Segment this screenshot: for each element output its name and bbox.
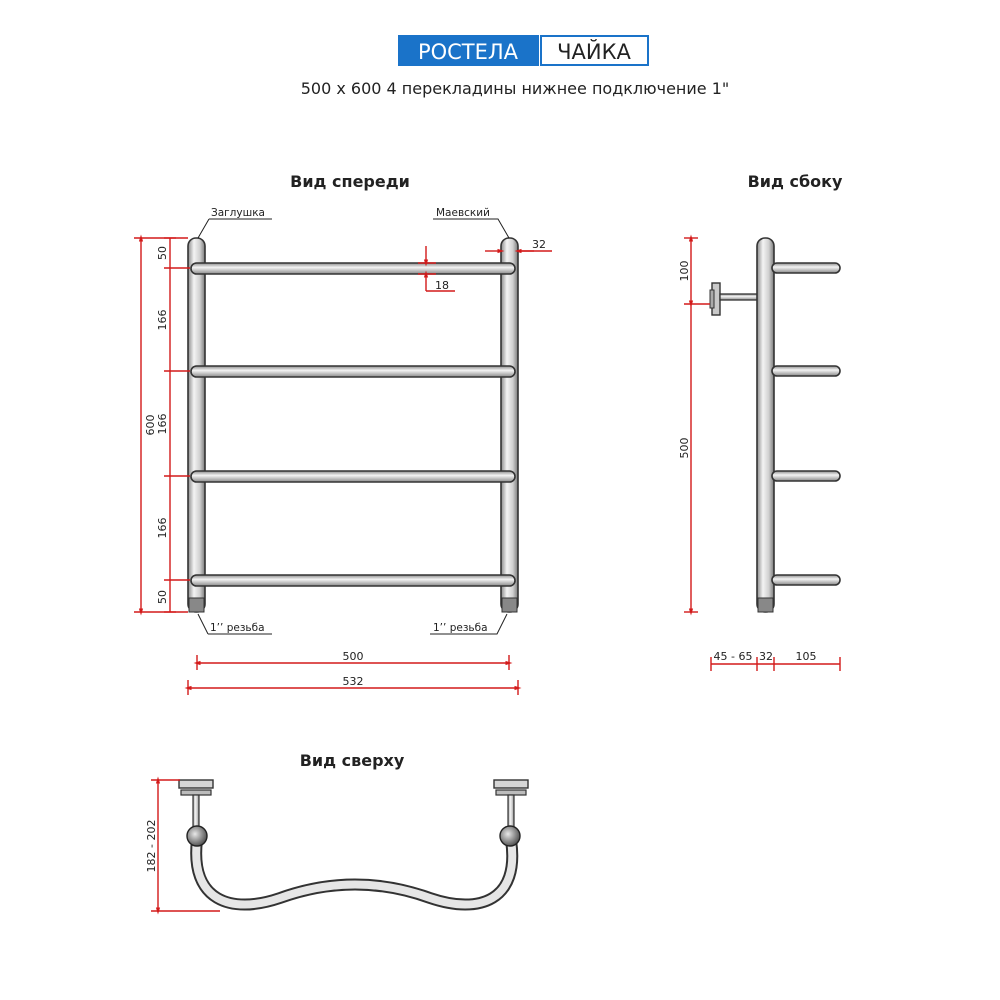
label-plug: Заглушка xyxy=(211,207,265,219)
top-pipe-left xyxy=(187,826,207,846)
dim-overall: 532 xyxy=(342,675,364,688)
dim-gap-1: 166 xyxy=(156,309,169,331)
dim-total-height: 600 xyxy=(144,414,157,436)
rung-2 xyxy=(191,366,515,377)
front-view xyxy=(134,172,552,695)
top-dim-depth: 182 - 202 xyxy=(145,819,158,873)
bracket-rod xyxy=(720,294,758,300)
top-view xyxy=(145,751,528,911)
label-thread-right: 1’’ резьба xyxy=(433,622,488,634)
label-valve: Маевский xyxy=(436,207,490,219)
left-pipe xyxy=(188,238,205,612)
rung-4 xyxy=(191,575,515,586)
top-rung xyxy=(196,840,512,905)
side-view-title: Вид сбоку xyxy=(747,172,843,191)
dim-gap-3: 166 xyxy=(156,517,169,539)
left-thread xyxy=(189,598,204,612)
dim-pipe: 32 xyxy=(532,238,546,251)
right-pipe xyxy=(501,238,518,612)
brand-logo xyxy=(398,35,648,66)
side-rung-3 xyxy=(772,471,840,481)
top-view-title: Вид сверху xyxy=(299,751,405,770)
right-thread xyxy=(502,598,517,612)
side-view xyxy=(678,172,843,671)
top-flange-left xyxy=(179,780,213,788)
side-dim-top: 100 xyxy=(678,260,691,282)
top-flange-right xyxy=(494,780,528,788)
brand-right: ЧАЙКА xyxy=(557,40,631,64)
side-rung-1 xyxy=(772,263,840,273)
side-rung-2 xyxy=(772,366,840,376)
rung-3 xyxy=(191,471,515,482)
subtitle: 500 x 600 4 перекладины нижнее подключение 1" xyxy=(300,79,730,98)
side-dim-depth: 105 xyxy=(795,650,817,663)
label-thread-left: 1’’ резьба xyxy=(210,622,265,634)
side-pipe xyxy=(757,238,774,612)
side-dim-main: 500 xyxy=(678,437,691,459)
top-pipe-right xyxy=(500,826,520,846)
top-rung-outline xyxy=(196,840,512,905)
front-view-title: Вид спереди xyxy=(290,172,410,191)
dim-bottom: 50 xyxy=(156,590,169,604)
side-dim-pipe: 32 xyxy=(759,650,773,663)
side-rung-4 xyxy=(772,575,840,585)
dim-gap-2: 166 xyxy=(156,413,169,435)
dim-top: 50 xyxy=(156,246,169,260)
rung-1 xyxy=(191,263,515,274)
brand-left: РОСТЕЛА xyxy=(417,40,519,64)
dim-rung: 18 xyxy=(435,279,449,292)
side-dim-wall: 45 - 65 xyxy=(713,650,753,663)
dim-center: 500 xyxy=(342,650,364,663)
